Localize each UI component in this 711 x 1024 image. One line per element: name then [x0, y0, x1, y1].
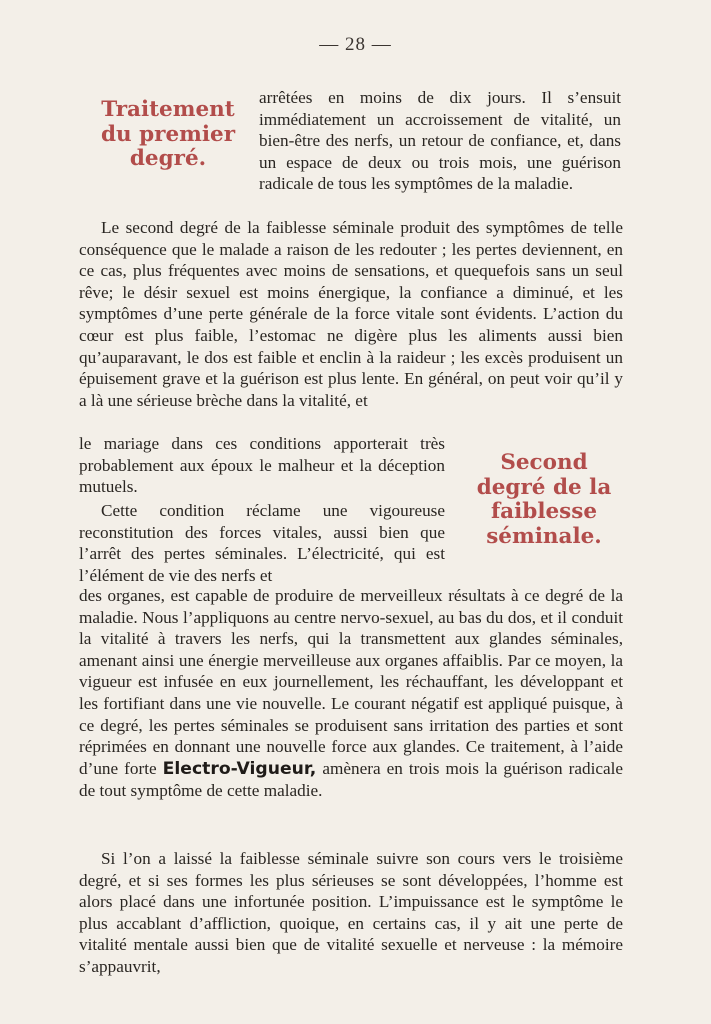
paragraph-second-degree-continued-text: le mariage dans ces conditions apporterait très probablement aux époux le malheur et la déception mutuels. [79, 434, 445, 497]
side-heading-first-degree: Traitement du premier degré. [100, 97, 236, 172]
paragraph-second-degree-continued [79, 433, 445, 498]
paragraph-reconstitution-text: Cette condition réclame une vigoureuse reconstitution des forces vitales, aussi bien que l’arrêt des pertes séminales. L’électricité, qui est l’élément de vie des nerfs et [79, 501, 445, 585]
paragraph-reconstitution [79, 500, 445, 586]
paragraph-opening-text: arrêtées en moins de dix jours. Il s’ensuit immédiatement un accroissement de vitalité, un bien-être des nerfs, un retour de confiance, et, dans un espace de deux ou trois mois, une guérison radicale de tous les symptômes de la maladie. [259, 88, 621, 194]
paragraph-second-degree-text: Le second degré de la faiblesse séminale produit des symptômes de telle conséquence que le malade a raison de les redouter ; les pertes deviennent, en ce cas, plus fréquentes avec moins de sensations, et quequefois sans un seul rêve; le désir sexuel est moins énergique, la confiance a diminué, et les symptômes d’une perte générale de la force vitale sont évidents. L’action du cœur est plus faible, l’estomac ne digère plus les aliments aussi bien qu’auparavant, le dos est faible et enclin à la raideur ; les excès produisent un épuisement grave et la guérison est plus lente. En général, on peut voir qu’il y a là une sérieuse brèche dans la vitalité, et [79, 218, 623, 410]
treatment-text-end: amènera en trois mois la guérison radicale de tout symptôme de cette maladie. [79, 758, 624, 801]
brand-electro-vigueur: Electro-Vigueur, [162, 758, 317, 779]
paragraph-third-degree-text: Si l’on a laissé la faiblesse séminale suivre son cours vers le troisième degré, et si ses formes les plus sérieuses se sont développées, l’homme est alors placé dans une infortunée position. L’impuissance est le symptôme le plus accablant d’affliction, quoique, en certains cas, il y ait une perte de vitalité mentale aussi bien que de vitalité sexuelle et nerveuse : la mémoire s’appauvrit, [79, 849, 623, 976]
paragraph-second-degree [79, 217, 623, 411]
treatment-text-main: des organes, est capable de produire de merveilleux résultats à ce degré de la maladie. Nous l’appliquons au centre nervo-sexuel, au bas du dos, et il conduit la vitalité à travers les nerfs, qui la transmettent aux glandes séminales, amenant ainsi une énergie merveilleuse aux organes affaiblis. Par ce moyen, la vigueur est infusée en eux journellement, les réchauffant, les développant et les fortifiant dans une vie nouvelle. Le courant négatif est appliqué puisque, à ce degré, les pertes séminales se produisent sans irritation des parties et sont réprimées en donnant une nouvelle force aux glandes. Ce traitement, à l’aide d’une forte [79, 586, 623, 778]
paragraph-opening [259, 87, 621, 195]
side-heading-second-degree: Second degré de la faiblesse séminale. [476, 450, 612, 550]
paragraph-treatment [79, 585, 623, 802]
paragraph-treatment-text [79, 585, 623, 802]
page-number: — 28 — [319, 34, 392, 55]
paragraph-third-degree [79, 848, 623, 978]
